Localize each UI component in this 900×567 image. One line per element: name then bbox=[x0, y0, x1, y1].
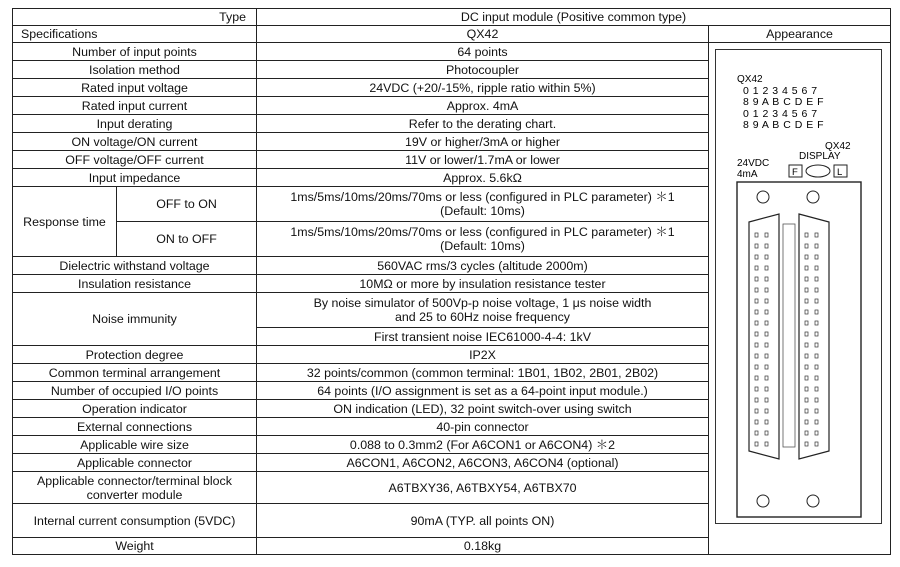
header-type: Type bbox=[13, 9, 257, 26]
led-row-2: 8 9 A B C D E F bbox=[743, 96, 825, 108]
header-model: QX42 bbox=[257, 26, 709, 43]
row-label: Protection degree bbox=[13, 346, 257, 364]
row-value: Approx. 4mA bbox=[257, 97, 709, 115]
module-illustration bbox=[715, 49, 885, 524]
row-label: Applicable wire size bbox=[13, 436, 257, 454]
noise-value-line-1: By noise simulator of 500Vp-p noise voltage, 1 μs noise width bbox=[313, 296, 652, 310]
switch-f-label: F bbox=[792, 167, 798, 178]
connector-1 bbox=[749, 214, 779, 459]
row-label: Internal current consumption (5VDC) bbox=[13, 504, 257, 538]
led-row-3: 0 1 2 3 4 5 6 7 bbox=[743, 108, 818, 120]
row-value: 0.18kg bbox=[257, 538, 709, 555]
row-label: Input impedance bbox=[13, 169, 257, 187]
mount-screw-bottom-right bbox=[807, 495, 819, 507]
row-label: Number of occupied I/O points bbox=[13, 382, 257, 400]
mount-screw-top-left bbox=[757, 191, 769, 203]
connector-2 bbox=[799, 214, 829, 459]
response-on-to-off-label: ON to OFF bbox=[117, 222, 257, 257]
response-on-to-off-default: (Default: 10ms) bbox=[440, 239, 525, 253]
response-off-to-on-range: 1ms/5ms/10ms/20ms/70ms or less (configured in PLC parameter) ＊1 bbox=[290, 190, 675, 204]
row-value: 10MΩ or more by insulation resistance tester bbox=[257, 275, 709, 293]
row-label: Insulation resistance bbox=[13, 275, 257, 293]
row-label: Applicable connector bbox=[13, 454, 257, 472]
row-value: ON indication (LED), 32 point switch-over using switch bbox=[257, 400, 709, 418]
row-value: 64 points bbox=[257, 43, 709, 61]
row-label: Rated input voltage bbox=[13, 79, 257, 97]
row-value: 40-pin connector bbox=[257, 418, 709, 436]
row-value: 64 points (I/O assignment is set as a 64-point input module.) bbox=[257, 382, 709, 400]
row-value: Approx. 5.6kΩ bbox=[257, 169, 709, 187]
row-value: 90mA (TYP. all points ON) bbox=[257, 504, 709, 538]
response-off-to-on-default: (Default: 10ms) bbox=[440, 204, 525, 218]
voltage-label: 24VDC bbox=[737, 158, 770, 169]
row-value: Refer to the derating chart. bbox=[257, 115, 709, 133]
current-label: 4mA bbox=[737, 169, 758, 180]
row-value: 24VDC (+20/-15%, ripple ratio within 5%) bbox=[257, 79, 709, 97]
row-value: A6TBXY36, A6TBXY54, A6TBX70 bbox=[257, 472, 709, 504]
row-value: 11V or lower/1.7mA or lower bbox=[257, 151, 709, 169]
appearance-model: QX42 bbox=[737, 74, 763, 85]
connector-divider bbox=[783, 224, 795, 447]
appearance-cell bbox=[709, 43, 891, 555]
row-label: External connections bbox=[13, 418, 257, 436]
row-value: Photocoupler bbox=[257, 61, 709, 79]
led-row-1: 0 1 2 3 4 5 6 7 bbox=[743, 85, 818, 97]
noise-value-line-2: and 25 to 60Hz noise frequency bbox=[395, 310, 570, 324]
row-value: 19V or higher/3mA or higher bbox=[257, 133, 709, 151]
row-label: Dielectric withstand voltage bbox=[13, 257, 257, 275]
response-on-to-off-range: 1ms/5ms/10ms/20ms/70ms or less (configured in PLC parameter) ＊1 bbox=[290, 225, 675, 239]
row-label: Number of input points bbox=[13, 43, 257, 61]
row-value: 0.088 to 0.3mm2 (For A6CON1 or A6CON4) ＊2 bbox=[257, 436, 709, 454]
response-time-label: Response time bbox=[13, 187, 117, 257]
header-appearance: Appearance bbox=[709, 26, 891, 43]
header-module-type: DC input module (Positive common type) bbox=[257, 9, 891, 26]
row-value: IP2X bbox=[257, 346, 709, 364]
row-label: Weight bbox=[13, 538, 257, 555]
row-label: Applicable connector/terminal block converter module bbox=[13, 472, 257, 504]
mount-screw-top-right bbox=[807, 191, 819, 203]
switch-l-label: L bbox=[837, 167, 843, 178]
row-value: 32 points/common (common terminal: 1B01, 1B02, 2B01, 2B02) bbox=[257, 364, 709, 382]
led-row-4: 8 9 A B C D E F bbox=[743, 119, 825, 131]
row-value: 560VAC rms/3 cycles (altitude 2000m) bbox=[257, 257, 709, 275]
row-value: A6CON1, A6CON2, A6CON3, A6CON4 (optional) bbox=[257, 454, 709, 472]
response-off-to-on-value bbox=[257, 187, 709, 222]
spec-table bbox=[12, 8, 891, 555]
noise-transient-value: First transient noise IEC61000-4-4: 1kV bbox=[257, 328, 709, 346]
row-label: Input derating bbox=[13, 115, 257, 133]
mount-screw-bottom-left bbox=[757, 495, 769, 507]
display-label: DISPLAY bbox=[799, 151, 841, 162]
row-label: Operation indicator bbox=[13, 400, 257, 418]
noise-immunity-label: Noise immunity bbox=[13, 293, 257, 346]
row-label: OFF voltage/OFF current bbox=[13, 151, 257, 169]
response-off-to-on-label: OFF to ON bbox=[117, 187, 257, 222]
appearance-model-small: QX42 bbox=[825, 141, 851, 152]
row-label: Isolation method bbox=[13, 61, 257, 79]
noise-simulator-value bbox=[257, 293, 709, 328]
response-on-to-off-value bbox=[257, 222, 709, 257]
row-label: Common terminal arrangement bbox=[13, 364, 257, 382]
header-specifications: Specifications bbox=[13, 26, 257, 43]
row-label: ON voltage/ON current bbox=[13, 133, 257, 151]
row-label: Rated input current bbox=[13, 97, 257, 115]
display-switch bbox=[806, 165, 830, 177]
